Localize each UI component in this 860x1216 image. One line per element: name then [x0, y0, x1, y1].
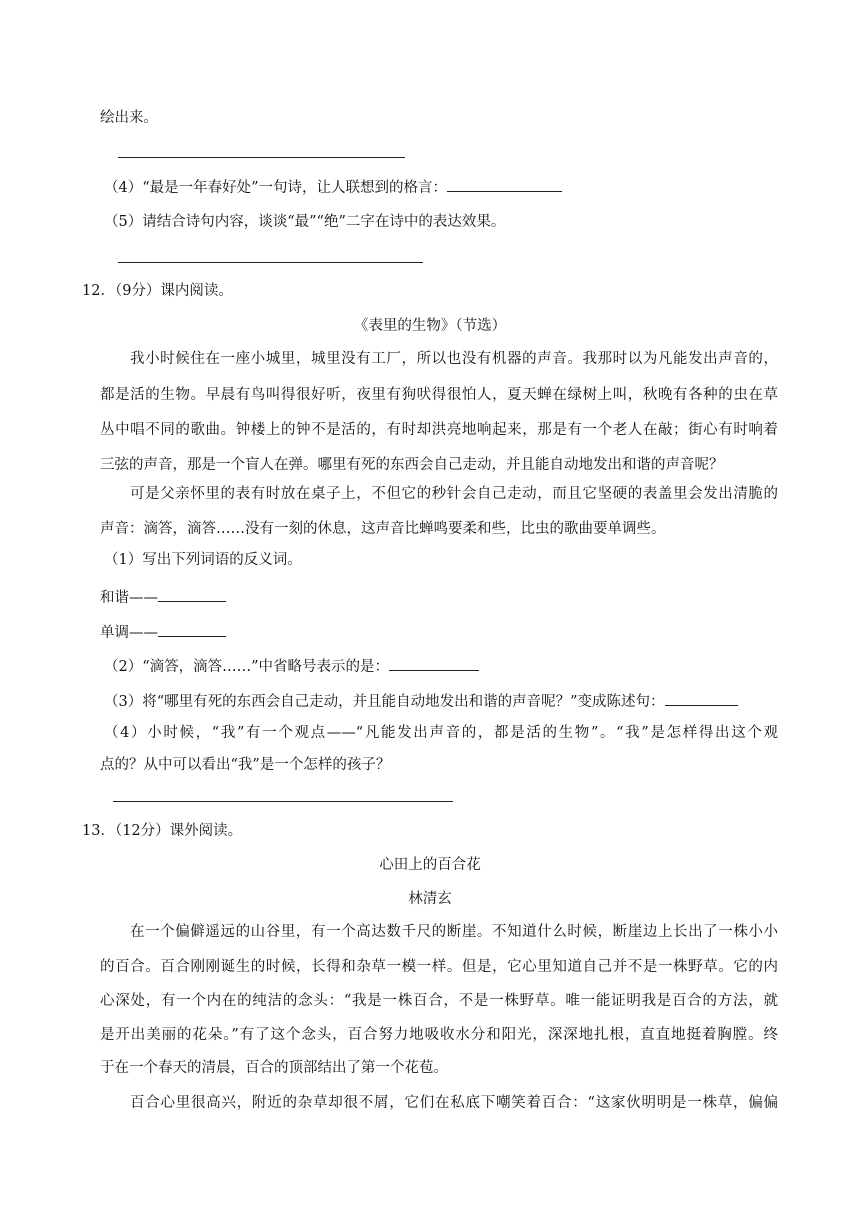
question-4	[104, 176, 562, 198]
paragraph-line: 百合心里很高兴，附近的杂草却很不屑，它们在私底下嘲笑着百合：“这家伙明明是一株草，偏偏	[130, 1095, 778, 1111]
passage-title: 《表里的生物》（节选）	[353, 318, 507, 334]
answer-blank[interactable]	[665, 690, 738, 706]
sub-question-4-cont: 点的？从中可以看出“我”是一个怎样的孩子？	[100, 757, 391, 773]
paragraph-line: 可是父亲怀里的表有时放在桌子上，不但它的秒针会自己走动，而且它坚硬的表盖里会发出清脆的	[130, 486, 778, 502]
antonym-item	[100, 621, 226, 643]
paragraph-line: 是开出美丽的花朵。”有了这个念头，百合努力地吸收水分和阳光，深深地扎根，直直地挺着胸膛。终	[100, 1027, 778, 1043]
antonym-word: 和谐——	[100, 590, 158, 606]
paragraph-line: 我小时候住在一座小城里，城里没有工厂，所以也没有机器的声音。我那时以为凡能发出声音的，	[130, 351, 778, 367]
paragraph-line: 三弦的声音，那是一个盲人在弹。哪里有死的东西会自己走动，并且能自动地发出和谐的声音呢？	[100, 457, 724, 473]
paragraph-line: 心深处，有一个内在的纯洁的念头：“我是一株百合，不是一株野草。唯一能证明我是百合的方法，就	[100, 993, 778, 1009]
answer-blank[interactable]	[447, 176, 562, 192]
paragraph-line: 声音：滴答，滴答……没有一刻的休息，这声音比蝉鸣要柔和些，比虫的歌曲要单调些。	[100, 521, 666, 537]
passage-author: 林清玄	[408, 891, 452, 907]
answer-line[interactable]	[118, 262, 423, 263]
sub-question-2	[104, 655, 479, 677]
question-4-text: （4）“最是一年春好处”一句诗，让人联想到的格言：	[104, 180, 448, 196]
answer-blank[interactable]	[389, 655, 479, 671]
passage-title: 心田上的百合花	[379, 857, 481, 873]
antonym-word: 单调——	[100, 625, 158, 641]
answer-line[interactable]	[113, 801, 453, 802]
answer-blank[interactable]	[158, 586, 226, 602]
paragraph-line: 于在一个春天的清晨，百合的顶部结出了第一个花苞。	[100, 1060, 448, 1076]
question-13-heading: 13．（12分）课外阅读。	[82, 823, 243, 839]
paragraph-line: 的百合。百合刚刚诞生的时候，长得和杂草一模一样。但是，它心里知道自己并不是一株野草。它的内	[100, 959, 778, 975]
sub-question-3	[104, 690, 738, 712]
paragraph-line: 丛中唱不同的歌曲。钟楼上的钟不是活的，有时却洪亮地响起来，那是有一个老人在敲；街心有时响着	[100, 422, 778, 438]
antonym-item	[100, 586, 226, 608]
answer-line[interactable]	[118, 157, 405, 158]
sub-question-4: （4）小时候，“我”有一个观点——“凡能发出声音的，都是活的生物”。“我”是怎样得出这个观	[104, 725, 778, 741]
paragraph-line: 在一个偏僻遥远的山谷里，有一个高达数千尺的断崖。不知道什么时候，断崖边上长出了一株小小	[130, 924, 778, 940]
sub-question-3-text: （3）将“哪里有死的东西会自己走动，并且能自动地发出和谐的声音呢？”变成陈述句：	[104, 694, 665, 710]
paragraph-line: 都是活的生物。早晨有鸟叫得很好听，夜里有狗吠得很怕人，夏天蝉在绿树上叫，秋晚有各种的虫在草	[100, 387, 778, 403]
sub-question-1: （1）写出下列词语的反义词。	[104, 552, 302, 568]
question-12-heading: 12．（9分）课内阅读。	[82, 283, 233, 299]
question-5: （5）请结合诗句内容，谈谈“最”“绝”二字在诗中的表达效果。	[104, 214, 506, 230]
answer-blank[interactable]	[158, 621, 226, 637]
prev-text-tail: 绘出来。	[100, 110, 158, 126]
sub-question-2-text: （2）“滴答，滴答……”中省略号表示的是：	[104, 659, 390, 675]
